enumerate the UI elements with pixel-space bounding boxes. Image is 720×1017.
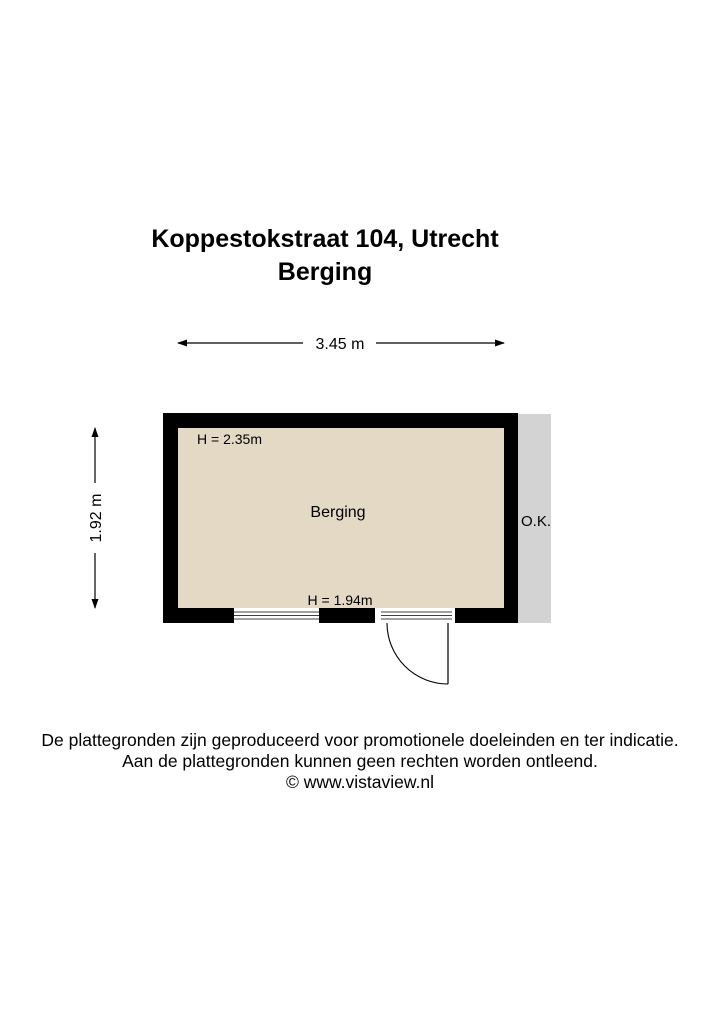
door-height-label: H = 1.94m [307, 592, 373, 608]
disclaimer-line-2: Aan de plattegronden kunnen geen rechten worden ontleend. [122, 751, 598, 771]
floor-title: Berging [277, 258, 373, 286]
ceiling-height-label: H = 2.35m [197, 431, 262, 447]
width-dimension [178, 336, 504, 353]
disclaimer-line-1: De plattegronden zijn geproduceerd voor promotionele doeleinden en ter indicatie. [41, 730, 679, 750]
depth-dimension [88, 428, 105, 608]
door-swing-arc [387, 623, 448, 684]
copyright-line: © www.vistaview.nl [285, 772, 435, 792]
door [375, 608, 455, 684]
property-address: Koppestokstraat 104, Utrecht [151, 225, 499, 253]
adjacent-area-label: O.K. [520, 513, 552, 530]
room-name-label: Berging [310, 504, 366, 521]
window [234, 608, 319, 623]
depth-dimension-label: 1.92 m [88, 493, 105, 543]
width-dimension-label: 3.45 m [315, 336, 365, 353]
